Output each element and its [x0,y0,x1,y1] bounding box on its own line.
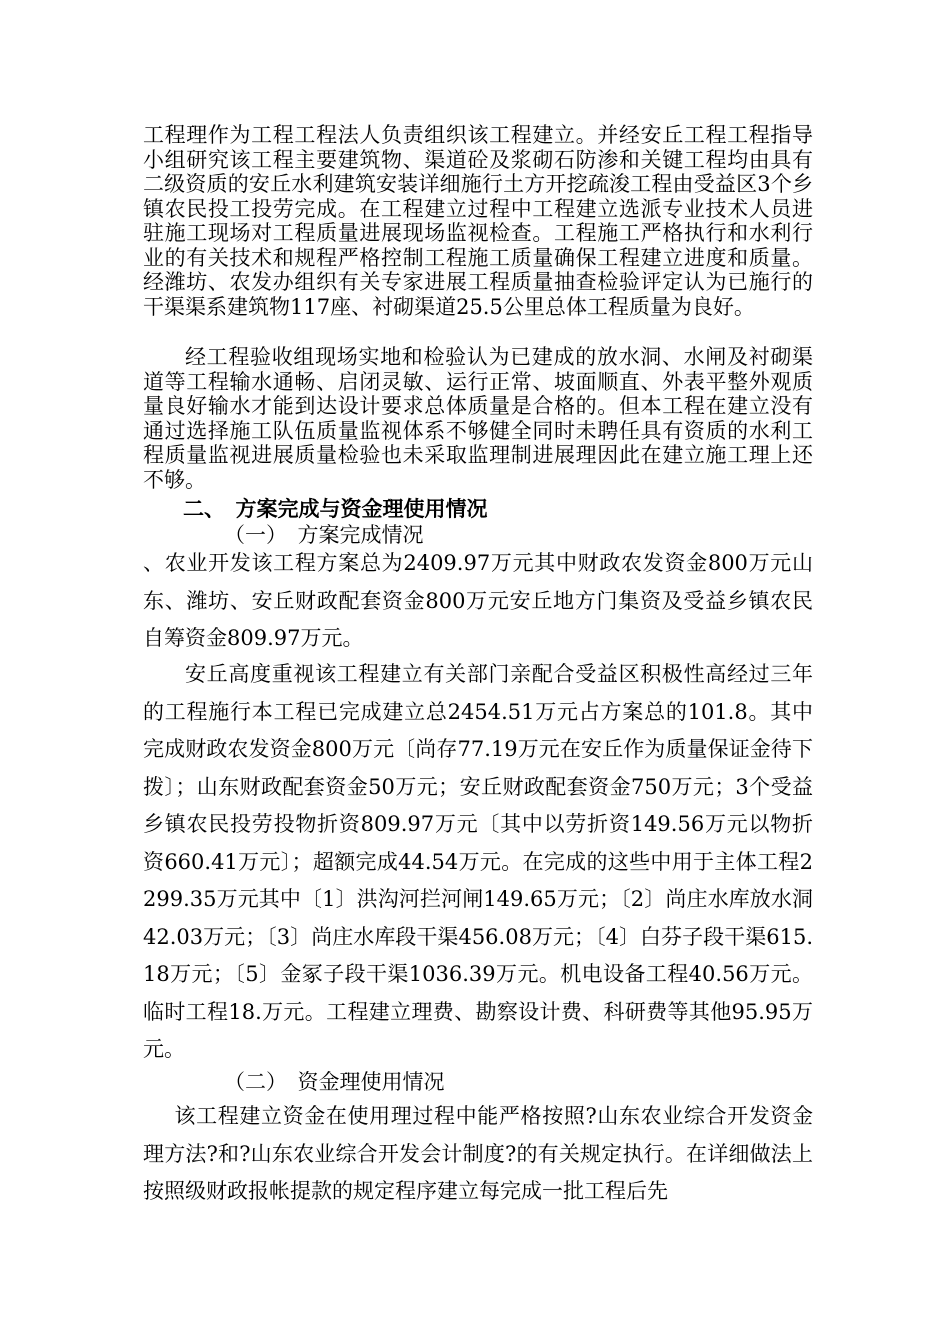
paragraph-completion-details: 安丘高度重视该工程建立有关部门亲配合受益区积极性高经过三年的工程施行本工程已完成建立总2454.51万元占方案总的101.8。其中完成财政农发资金800万元〔尚存77.19万元在安丘作为质量保证金待下拨〕；山东财政配套资金50万元；安丘财政配套资金750万元；3个受益乡镇农民投劳投物折资809.97万元〔其中以劳折资149.56万元以物折资660.41万元〕；超额完成44.54万元。在完成的这些中用于主体工程2299.35万元其中〔1〕洪沟河拦河闸149.65万元；〔2〕尚庄水库放水洞42.03万元；〔3〕尚庄水库段干渠456.08万元；〔4〕白芬子段干渠615.18万元；〔5〕金冢子段干渠1036.39万元。机电设备工程40.56万元。临时工程18.万元。工程建立理费、勘察设计费、科研费等其他95.95万元。 [143,662,813,1061]
subsection-heading-fund-usage: （二） 资金理使用情况 [224,1070,445,1094]
paragraph-project-management: 工程理作为工程工程法人负责组织该工程建立。并经安丘工程工程指导小组研究该工程主要建筑物、渠道砼及浆砌石防渗和关键工程均由具有二级资质的安丘水利建筑安装详细施行土方开挖疏浚工程由受益区3个乡镇农民投工投劳完成。在工程建立过程中工程建立选派专业技术人员进驻施工现场对工程质量进展现场监视检查。工程施工严格执行和水利行业的有关技术和规程严格控制工程施工质量确保工程建立进度和质量。经潍坊、农发办组织有关专家进展工程质量抽查检验评定认为已施行的干渠渠系建筑物117座、衬砌渠道25.5公里总体工程质量为良好。 [143,123,813,319]
subsection-heading-plan-completion: （一） 方案完成情况 [224,523,424,547]
paragraph-plan-total: 、农业开发该工程方案总为2409.97万元其中财政农发资金800万元山东、潍坊、安丘财政配套资金800万元安丘地方门集资及受益乡镇农民自筹资金809.97万元。 [143,551,813,650]
paragraph-acceptance-inspection: 经工程验收组现场实地和检验认为已建成的放水洞、水闸及衬砌渠道等工程输水通畅、启闭灵敏、运行正常、坡面顺直、外表平整外观质量良好输水才能到达设计要求总体质量是合格的。但本工程在建立没有通过选择施工队伍质量监视体系不够健全同时未聘任具有资质的水利工程质量监视进展质量检验也未采取监理制进展理因此在建立施工理上还不够。 [143,345,813,492]
section-heading-plan-and-funds: 二、 方案完成与资金理使用情况 [183,497,488,521]
paragraph-fund-usage: 该工程建立资金在使用理过程中能严格按照?山东农业综合开发资金理方法?和?山东农业综合开发会计制度?的有关规定执行。在详细做法上按照级财政报帐提款的规定程序建立每完成一批工程后先 [143,1104,813,1203]
